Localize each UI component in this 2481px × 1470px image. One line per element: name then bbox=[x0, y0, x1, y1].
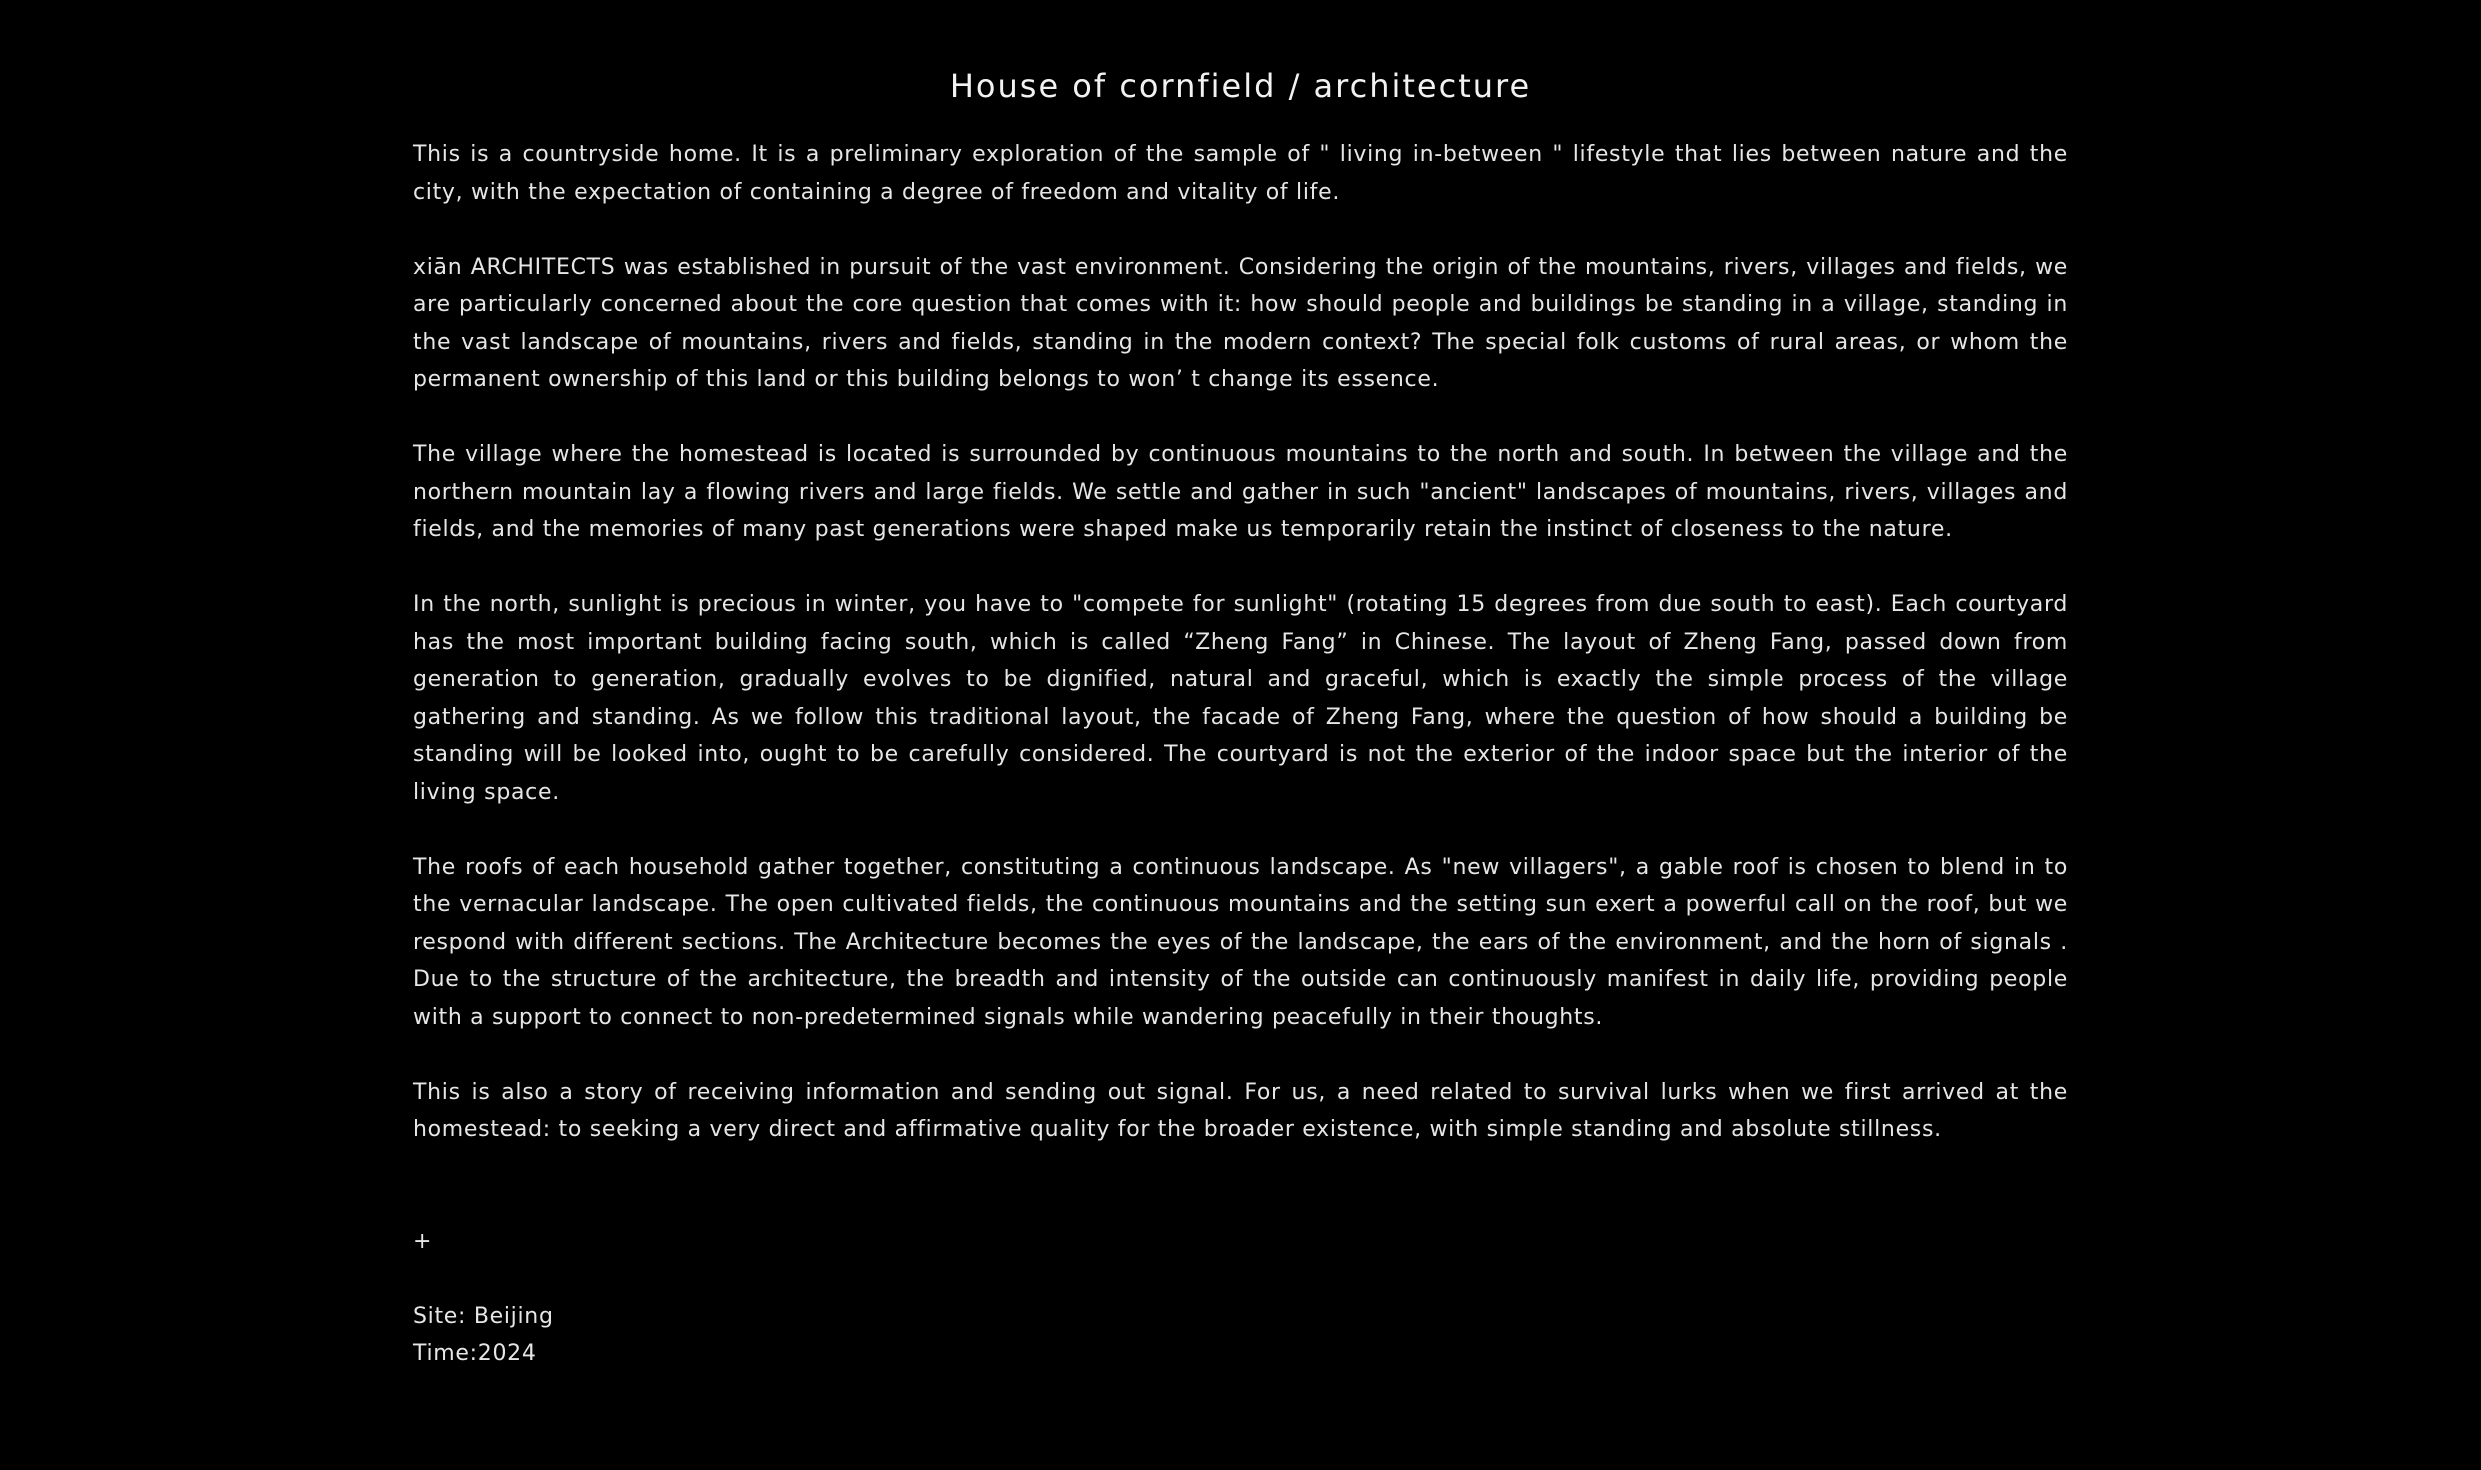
project-article bbox=[413, 62, 2068, 1373]
section-separator: + bbox=[413, 1228, 432, 1254]
time-info: Time:2024 bbox=[413, 1341, 537, 1366]
site-info: Site: Beijing bbox=[413, 1303, 554, 1329]
architects-paragraph: xiān ARCHITECTS was established in pursuit of the vast environment. Considering the origin of the mountains, rivers, villages and fields, we are particularly concerned about the core question that comes with it: how should people and buildings be standing in a village, standing in the vast landscape of mountains, rivers and fields, standing in the modern context? The special folk customs of rural areas, or whom the permanent ownership of this land or this building belongs to won’ t change its essence. bbox=[413, 254, 2068, 392]
signal-paragraph: This is also a story of receiving information and sending out signal. For us, a need related to survival lurks when we first arrived at the homestead: to seeking a very direct and affirmative quality for the broader existence, with simple standing and absolute stillness. bbox=[413, 1079, 2068, 1142]
intro-paragraph: This is a countryside home. It is a preliminary exploration of the sample of " living in-between " lifestyle that lies between nature and the city, with the expectation of containing a degree of freedom and vitality of life. bbox=[413, 142, 2068, 205]
roofs-paragraph: The roofs of each household gather together, constituting a continuous landscape. As "new villagers", a gable roof is chosen to blend in to the vernacular landscape. The open cultivated fields, the continuous mountains and the setting sun exert a powerful call on the roof, but we respond with different sections. The Architecture becomes the eyes of the landscape, the ears of the environment, and the horn of signals . Due to the structure of the architecture, the breadth and intensity of the outside can continuously manifest in daily life, providing people with a support to connect to non-predetermined signals while wandering peacefully in their thoughts. bbox=[413, 854, 2068, 1030]
sunlight-paragraph: In the north, sunlight is precious in winter, you have to "compete for sunlight" (rotating 15 degrees from due south to east). Each courtyard has the most important building facing south, which is called “Zheng Fang” in Chinese. The layout of Zheng Fang, passed down from generation to generation, gradually evolves to be dignified, natural and graceful, which is exactly the simple process of the village gathering and standing. As we follow this traditional layout, the facade of Zheng Fang, where the question of how should a building be standing will be looked into, ought to be carefully considered. The courtyard is not the exterior of the indoor space but the interior of the living space. bbox=[413, 592, 2068, 805]
village-paragraph: The village where the homestead is located is surrounded by continuous mountains to the north and south. In between the village and the northern mountain lay a flowing rivers and large fields. We settle and gather in such "ancient" landscapes of mountains, rivers, villages and fields, and the memories of many past generations were shaped make us temporarily retain the instinct of closeness to the nature. bbox=[413, 442, 2068, 542]
project-title: House of cornfield / architecture bbox=[949, 67, 1532, 105]
